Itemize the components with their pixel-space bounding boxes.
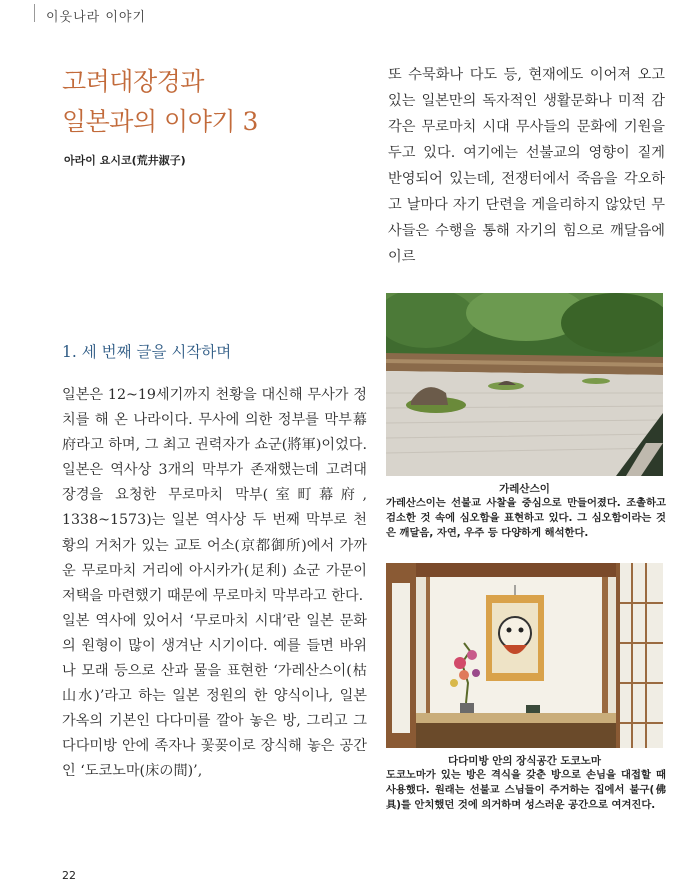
figure-1-title: 가레산스이 [499,483,550,495]
tokonoma-photo [386,563,663,748]
left-paragraph-1: 일본은 12~19세기까지 천황을 대신해 무사가 정치를 해 온 나라이다. 무사에 의한 정부를 막부幕府라고 하며, 그 최고 권력자가 쇼군(將軍)이었다. 일본은 역사상 3개의 막부가 존재했는데 고려대장경을 요청한 무로마치 막부(室町幕府, 1338~1573)는 일본 역사상 두 번째 막부로 천황의 거처가 있는 교토 어소(京都御所)에서 가까운 무로마치 거리에 아시카가(足利) 쇼군 가문이 저택을 마련했기 때문에 무로마치 막부라고 한다. [62,387,367,604]
figure-2-caption: 도코노마가 있는 방은 격식을 갖춘 방으로 손님을 대접할 때 사용했다. 원래는 선불교 스님들이 주거하는 집에서 불구(佛具)를 안치했던 것에 의거하며 성스러운 공간으로 여겨진다. [386,769,666,811]
right-column-text [388,62,665,270]
left-column-text [62,383,367,785]
article-title-line-2: 일본과의 이야기 3 [62,107,258,136]
header-divider [34,4,35,22]
page-number: 22 [62,869,76,882]
article-title-line-1: 고려대장경과 [62,67,204,96]
right-paragraph: 또 수묵화나 다도 등, 현재에도 이어져 오고 있는 일본만의 독자적인 생활문화나 미적 감각은 무로마치 시대 무사들의 문화에 기원을 두고 있다. 여기에는 선불교의 영향이 짙게 반영되어 있는데, 전쟁터에서 죽음을 각오하고 날마다 자기 단련을 게을리하지 않았던 무사들은 수행을 통해 자기의 힘으로 깨달음에 이르 [388,67,665,265]
karesansui-garden-photo [386,293,663,476]
author-name: 아라이 요시코(荒井淑子) [64,154,186,167]
running-header: 이웃나라 이야기 [46,10,147,25]
figure-2-title: 다다미방 안의 장식공간 도코노마 [448,755,601,767]
figure-1-caption: 가레산스이는 선불교 사찰을 중심으로 만들어졌다. 조촐하고 검소한 것 속에 심오함을 표현하고 있다. 그 심오함이라는 것은 깨달음, 자연, 우주 등 다양하게 해석한다. [386,497,666,539]
section-heading: 1. 세 번째 글을 시작하며 [62,343,232,361]
article-title [62,62,258,142]
left-paragraph-2: 일본 역사에 있어서 ‘무로마치 시대’란 일본 문화의 원형이 많이 생겨난 시기이다. 예를 들면 바위나 모래 등으로 산과 물을 표현한 ‘가레산스이(枯山水)’라고 하는 일본 정원의 한 양식이나, 일본 가옥의 기본인 다다미를 깔아 놓은 방, 그리고 그 다다미방 안에 족자나 꽃꽂이로 장식해 놓은 공간인 ‘도코노마(床の間)’, [62,612,367,780]
